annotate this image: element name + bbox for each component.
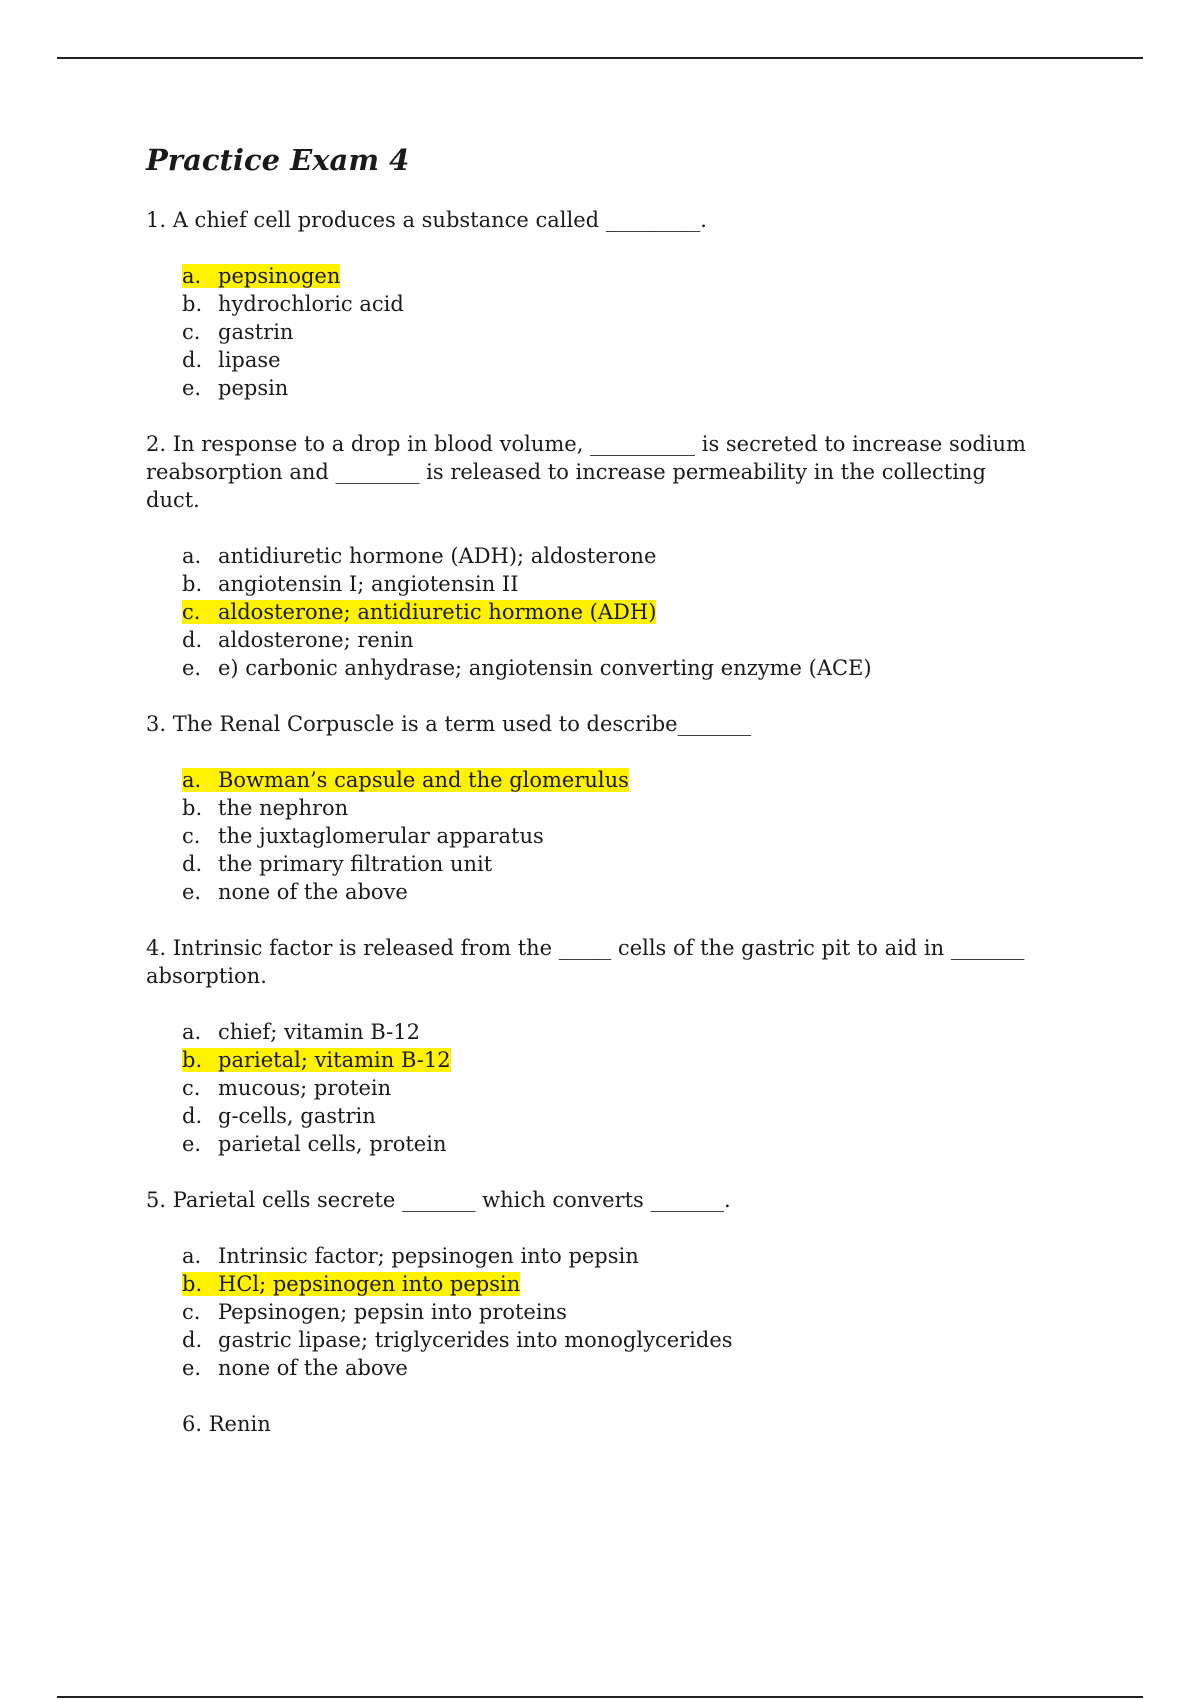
option-marker: c. xyxy=(182,1075,201,1100)
question-text: 3. The Renal Corpuscle is a term used to describe_______ xyxy=(146,711,752,736)
answer-option xyxy=(182,598,1046,626)
option-marker: d. xyxy=(182,347,203,372)
option-text: antidiuretic hormone (ADH); aldosterone xyxy=(218,543,657,568)
option-marker: b. xyxy=(182,571,203,596)
option-marker: d. xyxy=(182,1327,203,1352)
option-marker: d. xyxy=(182,1103,203,1128)
question-text: 2. In response to a drop in blood volume, __________ is secreted to increase sodium reabsorption and ________ is released to increase permeability in the collecting duct. xyxy=(146,431,1026,512)
answer-options xyxy=(182,766,1046,906)
question-3 xyxy=(146,710,1046,906)
option-text: aldosterone; renin xyxy=(218,627,414,652)
option-marker: c. xyxy=(182,319,201,344)
option-text: parietal; vitamin B-12 xyxy=(218,1047,451,1072)
answer-option xyxy=(182,1018,1046,1046)
option-marker: c. xyxy=(182,823,201,848)
answer-option xyxy=(182,1298,1046,1326)
option-text: none of the above xyxy=(218,879,408,904)
option-text: HCl; pepsinogen into pepsin xyxy=(218,1271,521,1296)
answer-option xyxy=(182,1046,1046,1074)
answer-options xyxy=(182,262,1046,402)
answer-option xyxy=(182,570,1046,598)
answer-options xyxy=(182,1242,1046,1382)
question-4 xyxy=(146,934,1046,1158)
option-text: chief; vitamin B-12 xyxy=(218,1019,420,1044)
option-text: the nephron xyxy=(218,795,349,820)
answer-option xyxy=(182,346,1046,374)
option-marker: e. xyxy=(182,879,202,904)
answer-options xyxy=(182,1018,1046,1158)
answer-option xyxy=(182,1354,1046,1382)
answer-option xyxy=(182,822,1046,850)
option-text: hydrochloric acid xyxy=(218,291,404,316)
question-text: 5. Parietal cells secrete _______ which converts _______. xyxy=(146,1187,731,1212)
option-text: Bowman’s capsule and the glomerulus xyxy=(218,767,629,792)
question-text: 4. Intrinsic factor is released from the _____ cells of the gastric pit to aid in _______ absorption. xyxy=(146,935,1025,988)
option-text: the juxtaglomerular apparatus xyxy=(218,823,544,848)
question-text: 1. A chief cell produces a substance called _________. xyxy=(146,207,707,232)
option-text: gastrin xyxy=(218,319,294,344)
answer-option xyxy=(182,794,1046,822)
option-marker: d. xyxy=(182,627,203,652)
answer-option xyxy=(182,1270,1046,1298)
option-text: pepsinogen xyxy=(218,263,341,288)
option-marker: b. xyxy=(182,291,203,316)
option-text: gastric lipase; triglycerides into monoglycerides xyxy=(218,1327,733,1352)
question-5 xyxy=(146,1186,1046,1382)
option-marker: e. xyxy=(182,1355,202,1380)
answer-option xyxy=(182,1326,1046,1354)
exam-content xyxy=(146,142,1046,1459)
option-marker: b. xyxy=(182,795,203,820)
option-text: g-cells, gastrin xyxy=(218,1103,376,1128)
page-title: Practice Exam 4 xyxy=(146,143,410,177)
answer-option xyxy=(182,766,1046,794)
option-marker: e. xyxy=(182,1131,202,1156)
answer-option xyxy=(182,654,1046,682)
answer-option xyxy=(182,1102,1046,1130)
option-marker: b. xyxy=(182,1047,203,1072)
option-marker: a. xyxy=(182,543,202,568)
option-text: pepsin xyxy=(218,375,289,400)
bottom-rule xyxy=(57,1696,1143,1698)
option-text: none of the above xyxy=(218,1355,408,1380)
option-text: lipase xyxy=(218,347,281,372)
answer-option xyxy=(182,1130,1046,1158)
option-marker: e. xyxy=(182,375,202,400)
answer-option xyxy=(182,262,1046,290)
question-2 xyxy=(146,430,1046,682)
option-text: parietal cells, protein xyxy=(218,1131,447,1156)
option-text: e) carbonic anhydrase; angiotensin converting enzyme (ACE) xyxy=(218,655,872,680)
answer-option xyxy=(182,1242,1046,1270)
answer-options xyxy=(182,542,1046,682)
option-marker: a. xyxy=(182,1019,202,1044)
option-marker: a. xyxy=(182,767,202,792)
question-1 xyxy=(146,206,1046,402)
answer-option xyxy=(182,1074,1046,1102)
option-marker: d. xyxy=(182,851,203,876)
top-rule xyxy=(57,57,1143,59)
option-text: aldosterone; antidiuretic hormone (ADH) xyxy=(218,599,657,624)
option-text: the primary filtration unit xyxy=(218,851,493,876)
answer-option xyxy=(182,850,1046,878)
option-marker: e. xyxy=(182,655,202,680)
option-text: Intrinsic factor; pepsinogen into pepsin xyxy=(218,1243,639,1268)
option-marker: a. xyxy=(182,1243,202,1268)
option-marker: b. xyxy=(182,1271,203,1296)
answer-option xyxy=(182,626,1046,654)
option-marker: c. xyxy=(182,1299,201,1324)
answer-option xyxy=(182,878,1046,906)
option-text: angiotensin I; angiotensin II xyxy=(218,571,519,596)
answer-option xyxy=(182,290,1046,318)
answer-option xyxy=(182,374,1046,402)
question-6: 6. Renin xyxy=(182,1411,271,1436)
option-marker: c. xyxy=(182,599,201,624)
option-text: mucous; protein xyxy=(218,1075,392,1100)
answer-option xyxy=(182,542,1046,570)
option-marker: a. xyxy=(182,263,202,288)
option-text: Pepsinogen; pepsin into proteins xyxy=(218,1299,567,1324)
answer-option xyxy=(182,318,1046,346)
